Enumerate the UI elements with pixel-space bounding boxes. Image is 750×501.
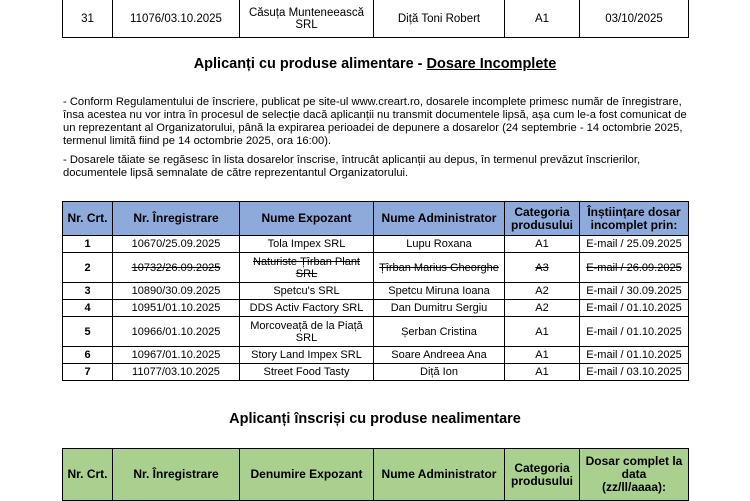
table-header-row <box>63 202 689 236</box>
header-registration: Nr. Înregistrare <box>113 202 240 236</box>
cell-registration: 10967/01.10.2025 <box>113 347 240 364</box>
registered-food-table-continuation <box>62 0 689 38</box>
cell-exhibitor: DDS Activ Factory SRL <box>240 300 374 317</box>
cell-nr-crt: 7 <box>63 364 113 381</box>
cell-notification: E-mail / 30.09.2025 <box>580 283 689 300</box>
cell-nr-crt: 1 <box>63 236 113 253</box>
header-notification: Înștiințare dosar incomplet prin: <box>580 202 689 236</box>
cell-notification: E-mail / 01.10.2025 <box>580 300 689 317</box>
cell-registration: 10890/30.09.2025 <box>113 283 240 300</box>
header-exhibitor: Denumire Expozant <box>240 449 374 501</box>
cell-registration: 10732/26.09.2025 <box>113 253 240 283</box>
cell-registration: 10670/25.09.2025 <box>113 236 240 253</box>
incomplete-dossiers-table <box>62 201 689 381</box>
cell-administrator: Soare Andreea Ana <box>374 347 505 364</box>
table-row <box>63 317 689 347</box>
cell-nr-crt: 3 <box>63 283 113 300</box>
cell-notification: E-mail / 25.09.2025 <box>580 236 689 253</box>
section-title-underlined: Dosare Incomplete <box>426 56 557 72</box>
header-registration: Nr. Înregistrare <box>113 449 240 501</box>
header-date-format: (zz/ll/aaaa): <box>601 480 667 494</box>
cell-category: A1 <box>505 347 580 364</box>
cell-exhibitor: Morcoveață de la Piață SRL <box>240 317 374 347</box>
table-row-struck <box>63 253 689 283</box>
cell-exhibitor: Story Land Impex SRL <box>240 347 374 364</box>
table-row <box>63 347 689 364</box>
table-row <box>63 236 689 253</box>
table-row <box>63 300 689 317</box>
header-nr-crt: Nr. Crt. <box>63 449 113 501</box>
cell-nr-crt: 4 <box>63 300 113 317</box>
note-paragraph-1: - Conform Regulamentului de înscriere, publicat pe site-ul www.creart.ro, dosarele incomplete primesc număr de înregistrare, însa acestea nu vor intra în procesul de selecție dacă aplicanții nu transmit documentele lipsă, așa cum le-a fost comunicat de un reprezentant al Organizatorului, până la expirarea perioadei de depunere a dosarelor (24 septembrie - 14 octombrie 2025, termenul limită fiind pe 14 octombrie 2025, ora 16:00). <box>63 96 687 147</box>
cell-category: A1 <box>505 317 580 347</box>
header-administrator: Nume Administrator <box>374 449 505 501</box>
cell-registration: 10951/01.10.2025 <box>113 300 240 317</box>
cell-notification: E-mail / 26.09.2025 <box>580 253 689 283</box>
cell-administrator: Țîrban Marius Gheorghe <box>374 253 505 283</box>
cell-registration: 11077/03.10.2025 <box>113 364 240 381</box>
table-row <box>63 364 689 381</box>
cell-category: A1 <box>505 0 580 38</box>
cell-administrator: Spetcu Miruna Ioana <box>374 283 505 300</box>
nonfood-applicants-table <box>62 448 689 501</box>
cell-notification: E-mail / 03.10.2025 <box>580 364 689 381</box>
cell-registration: 10966/01.10.2025 <box>113 317 240 347</box>
note-paragraph-2: - Dosarele tăiate se regăsesc în lista dosarelor înscrise, întrucât aplicanții au depus, în termenul prevăzut înscrierilor, documentele lipsă semnalate de către reprezentantul Organizatorului. <box>63 154 641 179</box>
cell-administrator: Șerban Cristina <box>374 317 505 347</box>
header-administrator: Nume Administrator <box>374 202 505 236</box>
header-exhibitor: Nume Expozant <box>240 202 374 236</box>
cell-nr-crt: 6 <box>63 347 113 364</box>
cell-nr-crt: 31 <box>63 0 113 38</box>
cell-date: 03/10/2025 <box>580 0 689 38</box>
cell-administrator: Dan Dumitru Sergiu <box>374 300 505 317</box>
table-row <box>63 0 689 38</box>
section-title-prefix: Aplicanți cu produse alimentare - <box>193 56 427 72</box>
cell-category: A1 <box>505 236 580 253</box>
cell-exhibitor: Căsuța Munteneească SRL <box>240 0 374 38</box>
header-category: Categoria produsului <box>505 202 580 236</box>
header-complete-date <box>580 449 689 501</box>
section-title-nonfood: Aplicanți înscriși cu produse nealimentare <box>229 411 521 427</box>
cell-exhibitor: Street Food Tasty <box>240 364 374 381</box>
cell-category: A2 <box>505 283 580 300</box>
cell-exhibitor: Tola Impex SRL <box>240 236 374 253</box>
section-title-incomplete <box>0 56 750 72</box>
cell-category: A3 <box>505 253 580 283</box>
cell-category: A2 <box>505 300 580 317</box>
cell-exhibitor: Naturiste Țîrban Plant SRL <box>240 253 374 283</box>
cell-category: A1 <box>505 364 580 381</box>
cell-registration: 11076/03.10.2025 <box>113 0 240 38</box>
cell-nr-crt: 5 <box>63 317 113 347</box>
header-complete-date-label: Dosar complet la data <box>585 454 683 481</box>
cell-notification: E-mail / 01.10.2025 <box>580 317 689 347</box>
cell-notification: E-mail / 01.10.2025 <box>580 347 689 364</box>
header-nr-crt: Nr. Crt. <box>63 202 113 236</box>
header-category: Categoria produsului <box>505 449 580 501</box>
cell-exhibitor: Spetcu's SRL <box>240 283 374 300</box>
cell-administrator: Lupu Roxana <box>374 236 505 253</box>
cell-administrator: Diță Toni Robert <box>374 0 505 38</box>
cell-administrator: Diță Ion <box>374 364 505 381</box>
cell-nr-crt: 2 <box>63 253 113 283</box>
table-row <box>63 283 689 300</box>
table-header-row <box>63 449 689 501</box>
